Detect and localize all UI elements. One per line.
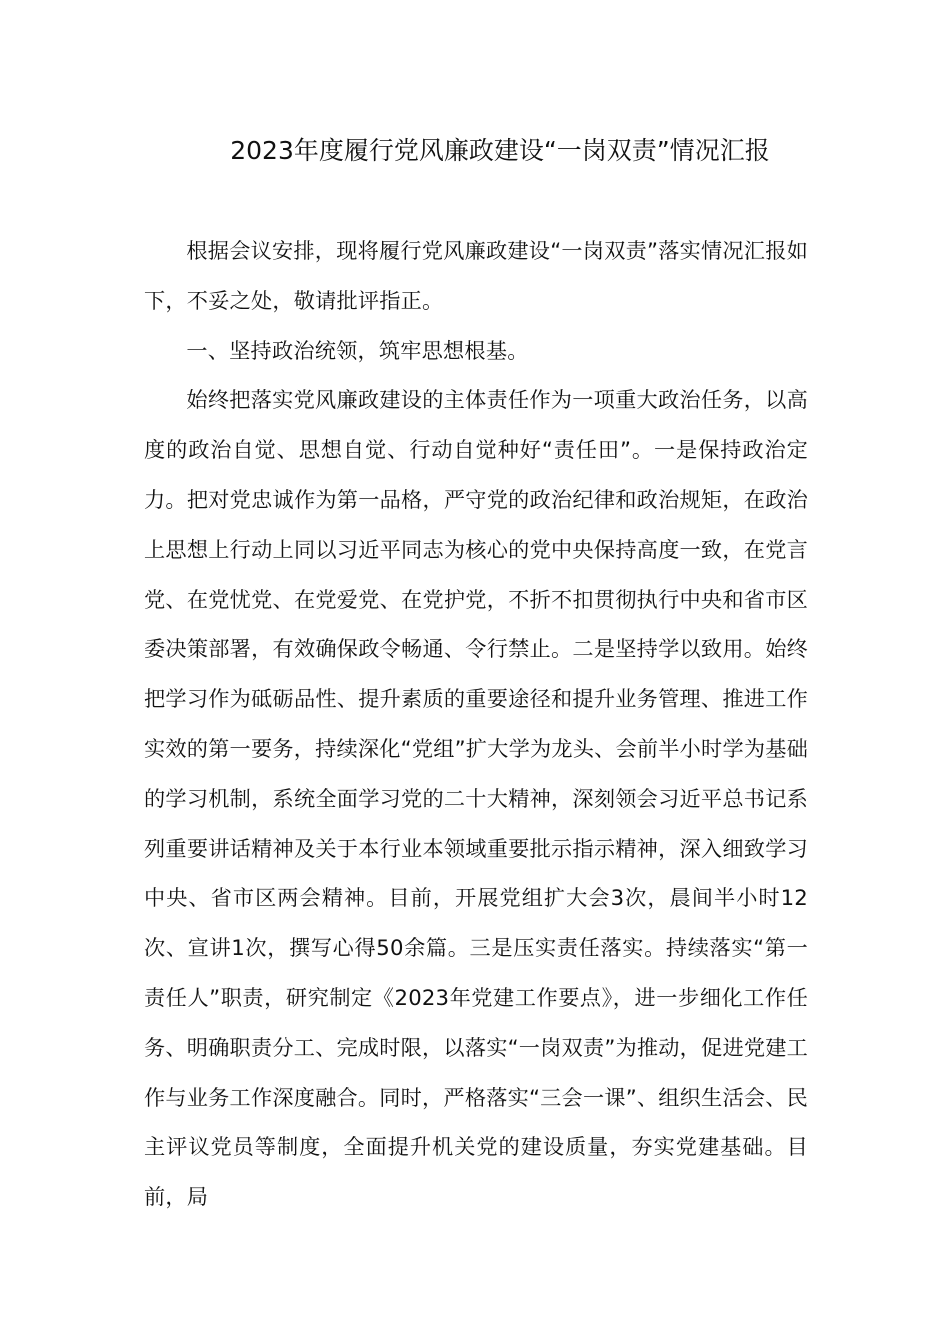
document-title: 2023年度履行党风廉政建设“一岗双责”情况汇报	[230, 136, 770, 165]
paragraph-main: 始终把落实党风廉政建设的主体责任作为一项重大政治任务，以高度的政治自觉、思想自觉、行动自觉种好“责任田”。一是保持政治定力。把对党忠诚作为第一品格，严守党的政治纪律和政治规矩，在政治上思想上行动上同以习近平同志为核心的党中央保持高度一致，在党言党、在党忧党、在党爱党、在党护党，不折不扣贯彻执行中央和省市区委决策部署，有效确保政令畅通、令行禁止。二是坚持学以致用。始终把学习作为砥砺品性、提升素质的重要途径和提升业务管理、推进工作实效的第一要务，持续深化“党组”扩大学为龙头、会前半小时学为基础的学习机制，系统全面学习党的二十大精神，深刻领会习近平总书记系列重要讲话精神及关于本行业本领域重要批示指示精神，深入细致学习中央、省市区两会精神。目前，开展党组扩大会3次，晨间半小时12次、宣讲1次，撰写心得50余篇。三是压实责任落实。持续落实“第一责任人”职责，研究制定《2023年党建工作要点》，进一步细化工作任务、明确职责分工、完成时限，以落实“一岗双责”为推动，促进党建工作与业务工作深度融合。同时，严格落实“三会一课”、组织生活会、民主评议党员等制度，全面提升机关党的建设质量，夯实党建基础。目前，局	[144, 387, 808, 1210]
document-body	[144, 226, 808, 1222]
paragraph-intro: 根据会议安排，现将履行党风廉政建设“一岗双责”落实情况汇报如下，不妥之处，敬请批评指正。	[144, 238, 808, 313]
paragraph-section-heading: 一、坚持政治统领，筑牢思想根基。	[186, 337, 529, 363]
